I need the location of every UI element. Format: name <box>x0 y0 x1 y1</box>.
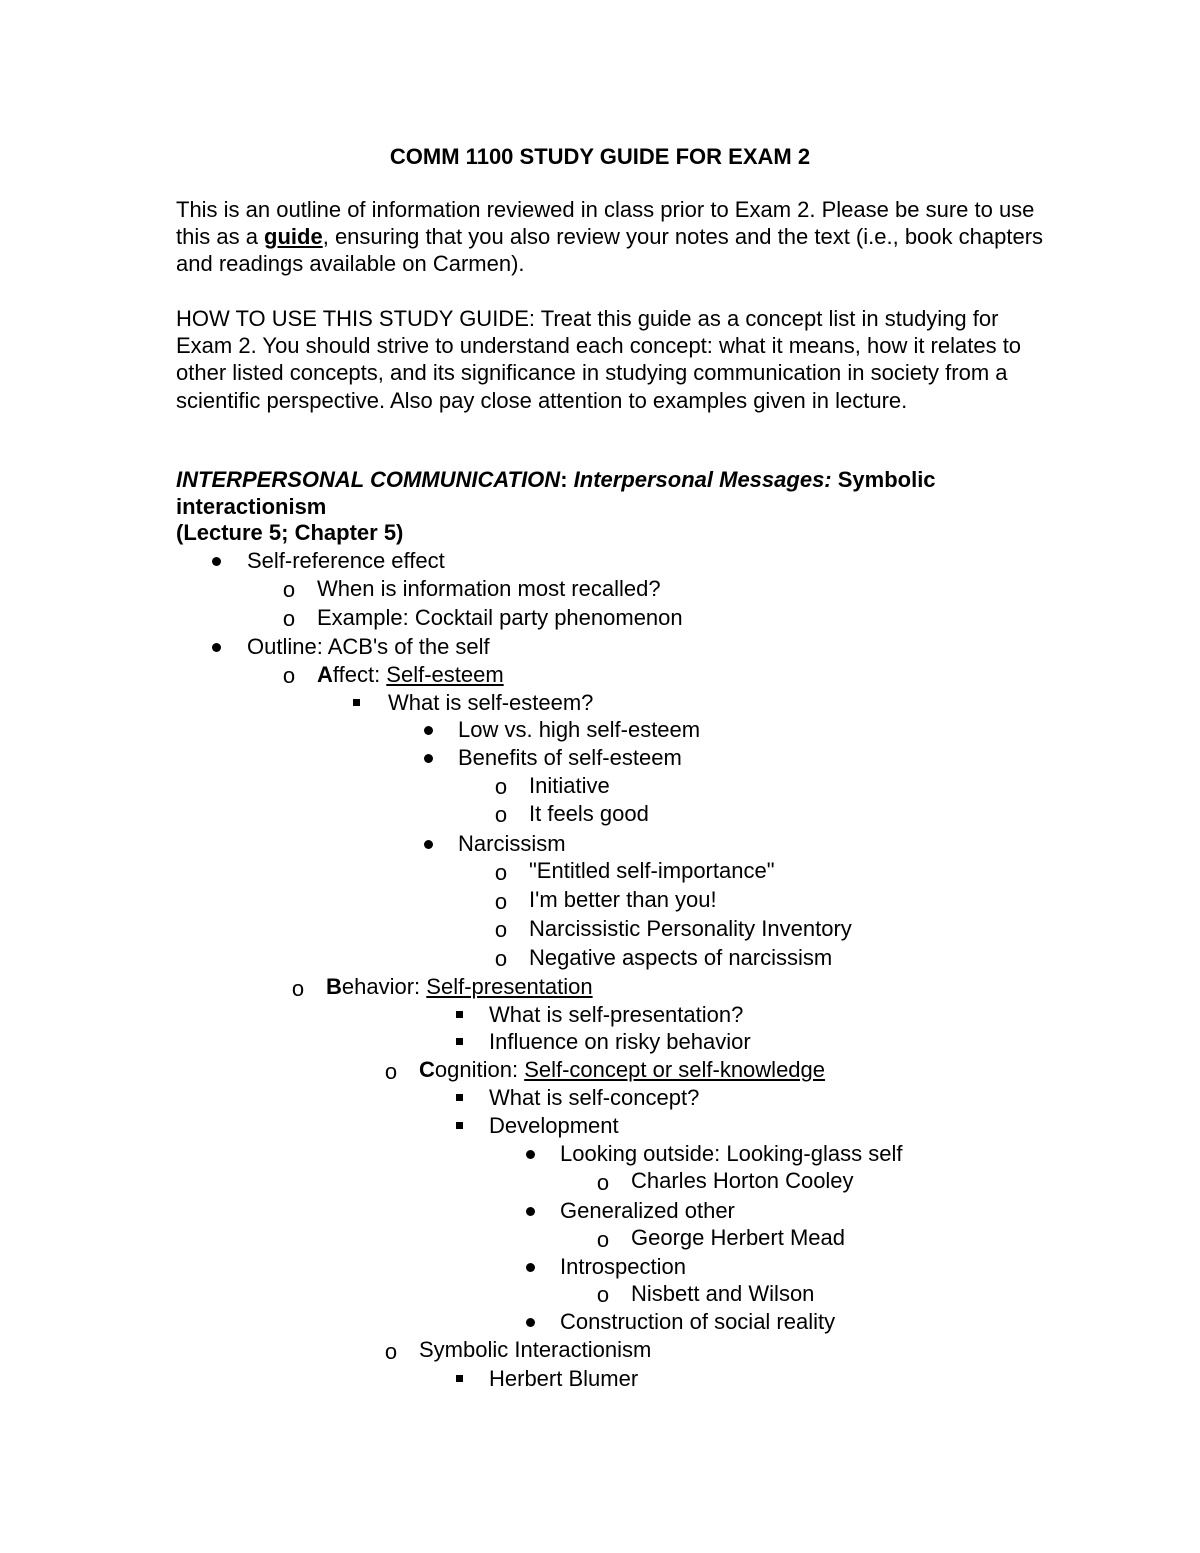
bullet-circle: o <box>494 889 508 914</box>
bullet-circle: o <box>282 663 296 688</box>
bullet-dot <box>424 726 433 735</box>
bullet-circle: o <box>494 774 508 799</box>
affect-label: ffect: <box>332 662 387 687</box>
outline-item: Negative aspects of narcissism <box>529 945 833 970</box>
bullet-circle: o <box>494 917 508 942</box>
outline-item: Nisbett and Wilson <box>631 1281 815 1306</box>
bullet-circle: o <box>384 1339 398 1364</box>
bullet-square <box>456 1375 463 1382</box>
bullet-dot <box>212 643 221 652</box>
outline-item: Initiative <box>529 773 610 798</box>
bullet-circle: o <box>291 976 305 1001</box>
behavior-letter: B <box>326 974 342 999</box>
affect-topic: Self-esteem <box>386 662 504 687</box>
bullet-dot <box>424 754 433 763</box>
bullet-circle: o <box>596 1170 610 1195</box>
outline-item: What is self-esteem? <box>388 690 594 715</box>
outline-item: Generalized other <box>560 1198 735 1223</box>
cognition-label: ognition: <box>434 1057 525 1082</box>
bullet-circle: o <box>282 606 296 631</box>
outline-item: Narcissistic Personality Inventory <box>529 916 852 941</box>
outline-item: Narcissism <box>458 831 566 856</box>
outline-item: Charles Horton Cooley <box>631 1168 854 1193</box>
section-title-part3: Symbolic interactionism <box>176 467 936 519</box>
outline-item: When is information most recalled? <box>317 576 661 601</box>
bullet-circle: o <box>384 1059 398 1084</box>
how-to-use-paragraph: HOW TO USE THIS STUDY GUIDE: Treat this guide as a concept list in studying for Exam 2. You should strive to understand each concept: what it means, how it relates to other listed concepts, and its significance in studying communication in society from a scientific perspective. Also pay close attention to examples given in lecture. <box>176 306 1022 413</box>
bullet-dot <box>526 1263 535 1272</box>
page-title: COMM 1100 STUDY GUIDE FOR EXAM 2 <box>389 144 811 169</box>
outline-item: Outline: ACB's of the self <box>247 634 490 659</box>
outline-item: Benefits of self-esteem <box>458 745 682 770</box>
outline-item-cognition <box>419 1056 825 1084</box>
intro-emphasis: guide <box>264 224 323 250</box>
bullet-dot <box>212 557 221 566</box>
outline-item: It feels good <box>529 801 649 826</box>
bullet-square <box>456 1122 463 1129</box>
outline-item: Low vs. high self-esteem <box>458 717 701 742</box>
section-heading <box>176 467 1046 520</box>
behavior-label: ehavior: <box>341 974 427 999</box>
outline-item: Looking outside: Looking-glass self <box>560 1141 903 1166</box>
bullet-circle: o <box>596 1282 610 1307</box>
bullet-dot <box>526 1150 535 1159</box>
section-subtitle: (Lecture 5; Chapter 5) <box>176 520 404 545</box>
bullet-square <box>353 699 360 706</box>
section-title-part1: INTERPERSONAL COMMUNICATION <box>176 467 561 492</box>
outline-item-behavior <box>326 973 593 1001</box>
bullet-circle: o <box>596 1227 610 1252</box>
outline-item: "Entitled self-importance" <box>529 858 775 883</box>
bullet-circle: o <box>282 577 296 602</box>
outline-item-affect <box>317 661 504 689</box>
cognition-topic: Self-concept or self-knowledge <box>524 1057 826 1082</box>
intro-paragraph <box>176 196 1046 278</box>
bullet-circle: o <box>494 860 508 885</box>
bullet-square <box>456 1011 463 1018</box>
affect-letter: A <box>317 662 333 687</box>
outline-item: Influence on risky behavior <box>489 1029 751 1054</box>
cognition-letter: C <box>419 1057 435 1082</box>
bullet-dot <box>526 1207 535 1216</box>
outline-item: I'm better than you! <box>529 887 717 912</box>
bullet-circle: o <box>494 946 508 971</box>
bullet-square <box>456 1038 463 1045</box>
bullet-circle: o <box>494 802 508 827</box>
bullet-square <box>456 1094 463 1101</box>
intro-text: This is an outline of information reviewed in class prior to Exam 2. Please be sure to use this as a <box>176 197 1035 250</box>
outline-item: Self-reference effect <box>247 548 445 573</box>
outline-item: What is self-presentation? <box>489 1002 744 1027</box>
outline-item: Introspection <box>560 1254 686 1279</box>
outline-item: Herbert Blumer <box>489 1366 639 1391</box>
bullet-dot <box>526 1318 535 1327</box>
outline-item: Symbolic Interactionism <box>419 1337 652 1362</box>
section-title-sep: : <box>560 467 574 492</box>
outline-item: Development <box>489 1113 619 1138</box>
outline-item: What is self-concept? <box>489 1085 700 1110</box>
outline-item: George Herbert Mead <box>631 1225 845 1250</box>
section-title-part2: Interpersonal Messages: <box>573 467 832 492</box>
outline-item: Example: Cocktail party phenomenon <box>317 605 683 630</box>
intro-text-end: , ensuring that you also review your notes and the text (i.e., book chapters and readings available on Carmen). <box>176 224 1044 277</box>
bullet-dot <box>424 840 433 849</box>
outline-item: Construction of social reality <box>560 1309 836 1334</box>
behavior-topic: Self-presentation <box>426 974 593 999</box>
